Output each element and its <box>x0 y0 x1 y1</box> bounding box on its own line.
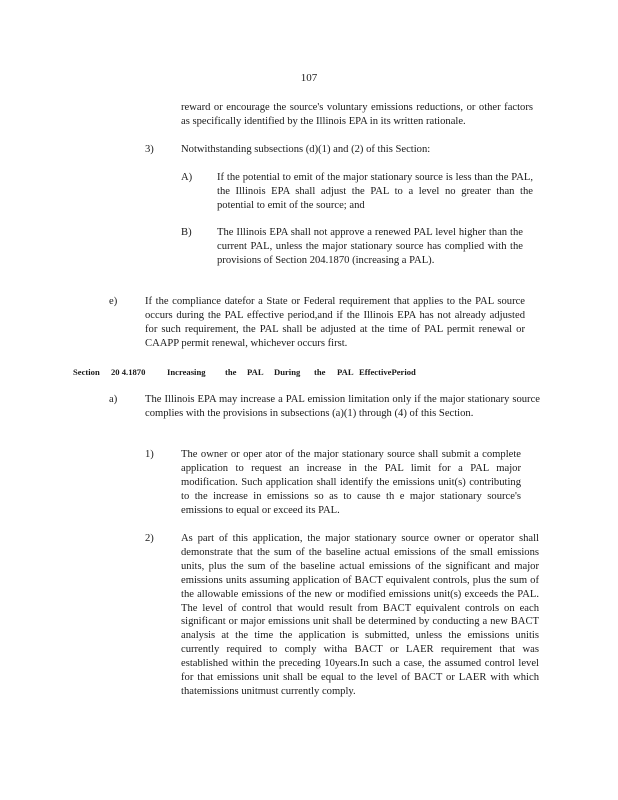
item-e-text: If the compliance datefor a State or Federal requirement that applies to the PAL source occurs during the PAL effective period,and if the Illinois EPA has not already adjusted for such requirement, the PAL shall be adjusted at the time of PAL permit renewal or CAAPP permit renewal, whichever occurs first. <box>145 296 525 349</box>
item-3-label: 3) <box>145 144 154 155</box>
section-word: Section <box>73 367 100 377</box>
section-heading <box>73 366 416 380</box>
item-3a-text: If the potential to emit of the major stationary source is less than the PAL, the Illinois EPA shall adjust the PAL to a level no greater than the potential to emit of the source; and <box>217 172 533 211</box>
heading-word: PAL <box>247 367 264 377</box>
item-a1-label: 1) <box>145 449 154 460</box>
item-a2-label: 2) <box>145 533 154 544</box>
item-e-label: e) <box>109 296 118 307</box>
item-3b-text: The Illinois EPA shall not approve a renewed PAL level higher than the current PAL, unless the major stationary source has complied with the provisions of Section 204.1870 (increasing a PAL). <box>217 227 523 266</box>
heading-word: Increasing <box>167 367 206 377</box>
heading-word: During <box>274 367 301 377</box>
item-3a-label: A) <box>181 172 193 183</box>
section-number: 20 4.1870 <box>111 367 146 377</box>
item-3b-label: B) <box>181 227 192 238</box>
heading-word: PAL <box>337 367 354 377</box>
heading-word: the <box>314 367 326 377</box>
item-a-text: The Illinois EPA may increase a PAL emission limitation only if the major stationary source complies with the provisions in subsections (a)(1) through (4) of this Section. <box>145 394 540 419</box>
item-a1-text: The owner or oper ator of the major stationary source shall submit a complete application to request an increase in the PAL limit for a PAL major modification. Such application shall identify the emissions unit(s) contributing to the increase in emissions so as to cause th e major stationary source's emissions to equal or exceed its PAL. <box>181 449 521 516</box>
heading-word: EffectivePeriod <box>359 367 416 377</box>
continued-paragraph: reward or encourage the source's voluntary emissions reductions, or other factors as specifically identified by the Illinois EPA in its written rationale. <box>181 102 533 127</box>
item-a-label: a) <box>109 394 118 405</box>
page-number: 107 <box>300 72 318 84</box>
item-a2-text: As part of this application, the major stationary source owner or operator shall demonstrate that the sum of the baseline actual emissions of the small emissions units, plus the sum of the baseline actual emissions of the significant and major emissions units assuming application of BACT equivalent controls, plus the sum of the allowable emissions of the new or modified emissions unit(s) exceeds the PAL. The level of control that would result from BACT equivalent controls on each significant or major emissions unit shall be determined by conducting a new BACT analysis at the time the application is submitted, unless the emissions unitis currently required to comply witha BACT or LAER requirement that was established within the preceding 10years.In such a case, the assumed control level for that emissions unit shall be equal to the level of BACT or LAER with which thatemissions unitmust currently comply. <box>181 533 539 697</box>
heading-word: the <box>225 367 237 377</box>
item-3-text: Notwithstanding subsections (d)(1) and (2) of this Section: <box>181 144 431 155</box>
